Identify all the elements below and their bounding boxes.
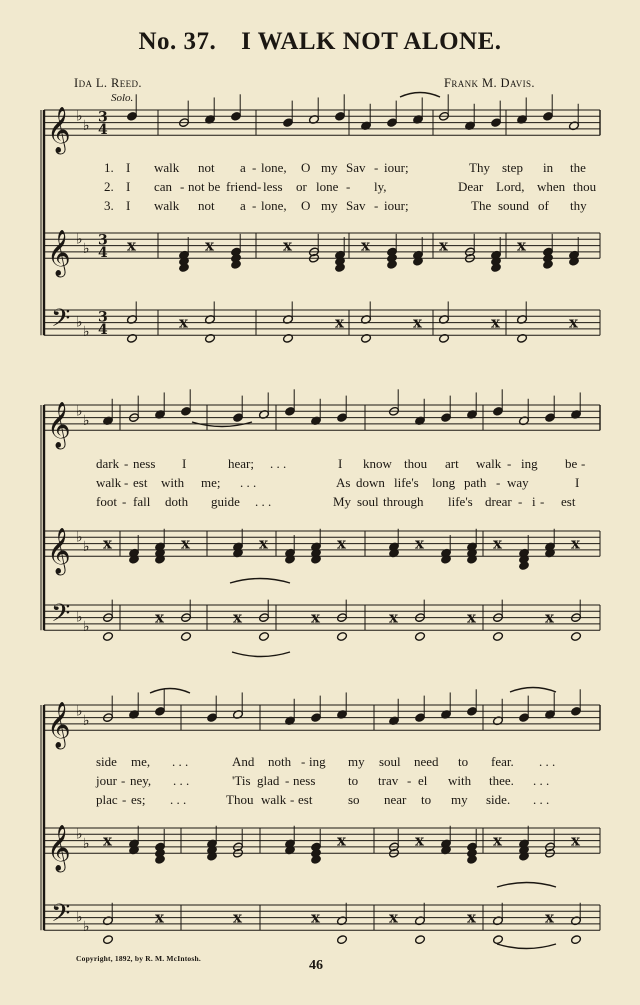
lyric-syllable: not <box>198 160 215 175</box>
lyric-syllable: . . . <box>172 754 189 769</box>
lyric-syllable: down <box>356 475 385 490</box>
lyric-syllable: - <box>122 792 127 807</box>
hymn-title: I WALK NOT ALONE. <box>241 28 502 55</box>
lyric-syllable: be <box>565 456 578 471</box>
flat-sign: ♭ <box>83 324 90 341</box>
lyric-syllable: - <box>252 160 257 175</box>
flat-sign: ♭ <box>83 538 90 555</box>
bass-clef-icon: 𝄢 <box>51 598 71 634</box>
lyric-syllable: to <box>421 792 432 807</box>
flat-sign: ♭ <box>76 108 83 125</box>
lyric-syllable: I <box>338 456 343 471</box>
flat-sign: ♭ <box>76 403 83 420</box>
lyric-syllable: thee. <box>489 773 514 788</box>
lyric-syllable: a <box>240 198 246 213</box>
lyric-syllable: near <box>384 792 407 807</box>
lyric-syllable: - <box>540 494 545 509</box>
lyric-syllable: life's <box>394 475 419 490</box>
flat-sign: ♭ <box>83 835 90 852</box>
lyric-syllable: . . . <box>170 792 187 807</box>
rest-symbol: x <box>233 608 242 627</box>
rest-symbol: x <box>389 908 398 927</box>
lyric-syllable: ing <box>521 456 538 471</box>
lyric-syllable: not <box>188 179 205 194</box>
time-signature-numeral: 4 <box>98 245 108 262</box>
lyric-syllable: I <box>126 160 131 175</box>
flat-sign: ♭ <box>83 919 90 936</box>
lyric-syllable: in <box>543 160 554 175</box>
lyric-syllable: . . . <box>533 773 550 788</box>
treble-clef-icon: 𝄞 <box>47 528 71 575</box>
lyric-syllable: ing <box>309 754 326 769</box>
flat-sign: ♭ <box>83 240 90 257</box>
rest-symbol: x <box>493 534 502 553</box>
lyric-syllable: sound <box>498 198 530 213</box>
tie-arc <box>497 883 556 888</box>
verse-3-line-1 <box>0 198 640 216</box>
lyric-syllable: est <box>133 475 148 490</box>
lyric-syllable: O <box>301 198 311 213</box>
lyric-syllable: - <box>252 198 257 213</box>
lyric-syllable: with <box>161 475 185 490</box>
lyric-syllable: - <box>507 456 512 471</box>
lyric-syllable: not <box>198 198 215 213</box>
rest-symbol: x <box>569 313 578 332</box>
lyric-syllable: lone, <box>261 160 287 175</box>
lyric-syllable: . . . <box>240 475 257 490</box>
lyric-syllable: walk <box>154 198 180 213</box>
lyric-syllable: i <box>532 494 536 509</box>
lyric-syllable: ness <box>133 456 156 471</box>
lyric-syllable: soul <box>357 494 379 509</box>
verse-1-line-1 <box>0 160 640 178</box>
flat-sign: ♭ <box>83 712 90 729</box>
lyric-syllable: Dear <box>458 179 484 194</box>
lyric-syllable: thou <box>404 456 428 471</box>
bass-note <box>492 631 503 641</box>
flat-sign: ♭ <box>76 703 83 720</box>
lyric-syllable: - <box>346 179 351 194</box>
bass-clef-icon: 𝄢 <box>51 898 71 934</box>
lyric-syllable: walk <box>261 792 287 807</box>
lyric-syllable: - <box>180 179 185 194</box>
lyric-syllable: hear; <box>228 456 254 471</box>
lyric-syllable: thou <box>573 179 597 194</box>
verse-2-line-2 <box>0 475 640 493</box>
rest-symbol: x <box>179 313 188 332</box>
lyric-syllable: my <box>348 754 365 769</box>
lyric-syllable: need <box>414 754 439 769</box>
rest-symbol: x <box>103 831 112 850</box>
lyric-syllable: 'Tis <box>232 773 251 788</box>
time-signature-numeral: 3 <box>98 232 108 249</box>
verse-2-line-1 <box>0 179 640 197</box>
lyric-syllable: or <box>296 179 307 194</box>
bass-note <box>258 631 269 641</box>
lyric-syllable: iour; <box>384 160 409 175</box>
lyric-syllable: 1. <box>104 160 114 175</box>
tie-arc <box>400 93 440 98</box>
lyric-syllable: long <box>432 475 456 490</box>
lyric-syllable: my <box>451 792 468 807</box>
lyric-syllable: fall <box>133 494 151 509</box>
lyric-syllable: guide <box>211 494 240 509</box>
time-signature-numeral: 4 <box>98 322 108 339</box>
rest-symbol: x <box>493 831 502 850</box>
lyric-syllable: thy <box>570 198 587 213</box>
rest-symbol: x <box>259 534 268 553</box>
lyric-syllable: . . . <box>173 773 190 788</box>
rest-symbol: x <box>439 236 448 255</box>
lyric-syllable: walk <box>154 160 180 175</box>
flat-sign: ♭ <box>76 314 83 331</box>
bass-clef-icon: 𝄢 <box>51 303 71 339</box>
verse-1-line-2 <box>0 456 640 474</box>
bass-note <box>336 631 347 641</box>
treble-clef-icon: 𝄞 <box>47 702 71 749</box>
flat-sign: ♭ <box>76 231 83 248</box>
treble-clef-icon: 𝄞 <box>47 402 71 449</box>
treble-clef-icon: 𝄞 <box>47 825 71 872</box>
lyric-syllable: friend <box>226 179 258 194</box>
rest-symbol: x <box>311 908 320 927</box>
verse-2-line-3 <box>0 773 640 791</box>
lyric-syllable: Thy <box>469 160 490 175</box>
rest-symbol: x <box>335 313 344 332</box>
rest-symbol: x <box>571 534 580 553</box>
rest-symbol: x <box>155 908 164 927</box>
tie-arc <box>232 652 290 657</box>
lyric-syllable: - <box>121 773 126 788</box>
lyric-syllable: walk <box>96 475 122 490</box>
rest-symbol: x <box>337 831 346 850</box>
lyric-syllable: be <box>208 179 221 194</box>
flat-sign: ♭ <box>76 826 83 843</box>
lyric-syllable: - <box>374 160 379 175</box>
bass-note <box>102 935 113 945</box>
time-signature-numeral: 3 <box>98 109 108 126</box>
lyric-syllable: ney, <box>130 773 152 788</box>
lyric-syllable: art <box>445 456 459 471</box>
lyric-syllable: lone, <box>261 198 287 213</box>
rest-symbol: x <box>415 534 424 553</box>
lyric-syllable: of <box>538 198 549 213</box>
bass-note <box>414 935 425 945</box>
lyric-syllable: The <box>471 198 492 213</box>
lyric-syllable: ly, <box>374 179 387 194</box>
lyric-syllable: O <box>301 160 311 175</box>
rest-symbol: x <box>283 236 292 255</box>
lyric-syllable: - <box>124 475 129 490</box>
bass-note <box>414 631 425 641</box>
time-signature-numeral: 3 <box>98 309 108 326</box>
lyric-syllable: est <box>298 792 313 807</box>
rest-symbol: x <box>467 608 476 627</box>
lyric-syllable: step <box>502 160 523 175</box>
lyric-syllable: Thou <box>226 792 254 807</box>
lyric-syllable: to <box>348 773 359 788</box>
rest-symbol: x <box>491 313 500 332</box>
lyric-syllable: soul <box>379 754 401 769</box>
time-signature-numeral: 4 <box>98 122 108 139</box>
lyric-syllable: ness <box>293 773 316 788</box>
rest-symbol: x <box>545 908 554 927</box>
lyric-syllable: - <box>374 198 379 213</box>
lyric-syllable: less <box>263 179 283 194</box>
lyric-syllable: me; <box>201 475 221 490</box>
rest-symbol: x <box>205 236 214 255</box>
lyric-syllable: As <box>336 475 351 490</box>
lyric-syllable: - <box>124 456 129 471</box>
lyric-syllable: . . . <box>539 754 556 769</box>
rest-symbol: x <box>415 831 424 850</box>
lyric-syllable: I <box>575 475 580 490</box>
rest-symbol: x <box>233 908 242 927</box>
bass-note <box>102 631 113 641</box>
flat-sign: ♭ <box>83 412 90 429</box>
verse-3-line-2 <box>0 494 640 512</box>
lyric-syllable: noth <box>268 754 292 769</box>
lyricist-credit: Ida L. Reed. <box>74 76 142 90</box>
lyric-syllable: - <box>122 494 127 509</box>
lyric-syllable: the <box>570 160 586 175</box>
lyric-syllable: iour; <box>384 198 409 213</box>
lyric-syllable: jour <box>96 773 117 788</box>
lyric-syllable: I <box>126 179 131 194</box>
bass-note <box>570 631 581 641</box>
lyric-syllable: I <box>182 456 187 471</box>
hymn-number: No. 37. <box>138 28 217 55</box>
composer-credit: Frank M. Davis. <box>444 76 535 90</box>
tie-arc <box>510 688 556 693</box>
rest-symbol: x <box>103 534 112 553</box>
lyric-syllable: Sav <box>346 198 366 213</box>
lyric-syllable: so <box>348 792 360 807</box>
lyric-syllable: - <box>518 494 523 509</box>
rest-symbol: x <box>571 831 580 850</box>
rest-symbol: x <box>127 236 136 255</box>
lyric-syllable: - <box>496 475 501 490</box>
rest-symbol: x <box>517 236 526 255</box>
rest-symbol: x <box>545 608 554 627</box>
lyric-syllable: es; <box>131 792 146 807</box>
lyric-syllable: know <box>363 456 392 471</box>
lyric-syllable: Lord, <box>496 179 525 194</box>
flat-sign: ♭ <box>76 529 83 546</box>
lyric-syllable: me, <box>131 754 151 769</box>
lyric-syllable: way <box>507 475 529 490</box>
bass-note <box>570 935 581 945</box>
lyric-syllable: fear. <box>491 754 514 769</box>
lyric-syllable: . . . <box>270 456 287 471</box>
lyric-syllable: a <box>240 160 246 175</box>
lyric-syllable: 3. <box>104 198 114 213</box>
lyric-syllable: el <box>418 773 428 788</box>
lyric-syllable: walk <box>476 456 502 471</box>
bass-note <box>492 935 503 945</box>
lyric-syllable: My <box>333 494 352 509</box>
rest-symbol: x <box>155 608 164 627</box>
lyric-syllable: - <box>407 773 412 788</box>
lyric-syllable: - <box>290 792 295 807</box>
lyric-syllable: - <box>257 179 262 194</box>
flat-sign: ♭ <box>76 609 83 626</box>
rest-symbol: x <box>467 908 476 927</box>
rest-symbol: x <box>361 236 370 255</box>
rest-symbol: x <box>413 313 422 332</box>
lyric-syllable: est <box>561 494 576 509</box>
lyric-syllable: doth <box>165 494 189 509</box>
lyric-syllable: path <box>464 475 487 490</box>
treble-clef-icon: 𝄞 <box>47 230 71 277</box>
lyric-syllable: And <box>232 754 255 769</box>
lyric-syllable: trav <box>378 773 399 788</box>
verse-3-line-3 <box>0 792 640 810</box>
lyric-syllable: life's <box>448 494 473 509</box>
lyric-syllable: dark <box>96 456 120 471</box>
lyric-syllable: when <box>537 179 566 194</box>
bass-note <box>336 935 347 945</box>
lyric-syllable: side <box>96 754 117 769</box>
lyric-syllable: my <box>321 198 338 213</box>
lyric-syllable: side. <box>486 792 511 807</box>
lyric-syllable: to <box>458 754 469 769</box>
lyric-syllable: my <box>321 160 338 175</box>
rest-symbol: x <box>311 608 320 627</box>
lyric-syllable: - <box>285 773 290 788</box>
lyric-syllable: foot <box>96 494 117 509</box>
bass-note <box>180 631 191 641</box>
lyric-syllable: I <box>126 198 131 213</box>
page-number: 46 <box>309 958 323 973</box>
lyric-syllable: with <box>448 773 472 788</box>
verse-1-line-3 <box>0 754 640 772</box>
rest-symbol: x <box>181 534 190 553</box>
lyric-syllable: can <box>154 179 173 194</box>
rest-symbol: x <box>389 608 398 627</box>
lyric-syllable: drear <box>485 494 512 509</box>
lyric-syllable: - <box>301 754 306 769</box>
tie-arc <box>230 579 290 584</box>
lyric-syllable: 2. <box>104 179 114 194</box>
lyric-syllable: . . . <box>255 494 272 509</box>
lyric-syllable: . . . <box>533 792 550 807</box>
solo-marking: Solo. <box>111 92 134 104</box>
lyric-syllable: plac <box>96 792 118 807</box>
lyric-syllable: - <box>581 456 586 471</box>
rest-symbol: x <box>337 534 346 553</box>
lyric-syllable: glad <box>257 773 280 788</box>
tie-arc <box>150 689 190 694</box>
tie-arc <box>497 944 556 949</box>
lyric-syllable: lone <box>316 179 339 194</box>
flat-sign: ♭ <box>83 619 90 636</box>
lyric-syllable: Sav <box>346 160 366 175</box>
flat-sign: ♭ <box>83 117 90 134</box>
lyric-syllable: through <box>383 494 424 509</box>
copyright-notice: Copyright, 1892, by R. M. McIntosh. <box>76 954 201 963</box>
flat-sign: ♭ <box>76 909 83 926</box>
treble-clef-icon: 𝄞 <box>47 107 71 154</box>
